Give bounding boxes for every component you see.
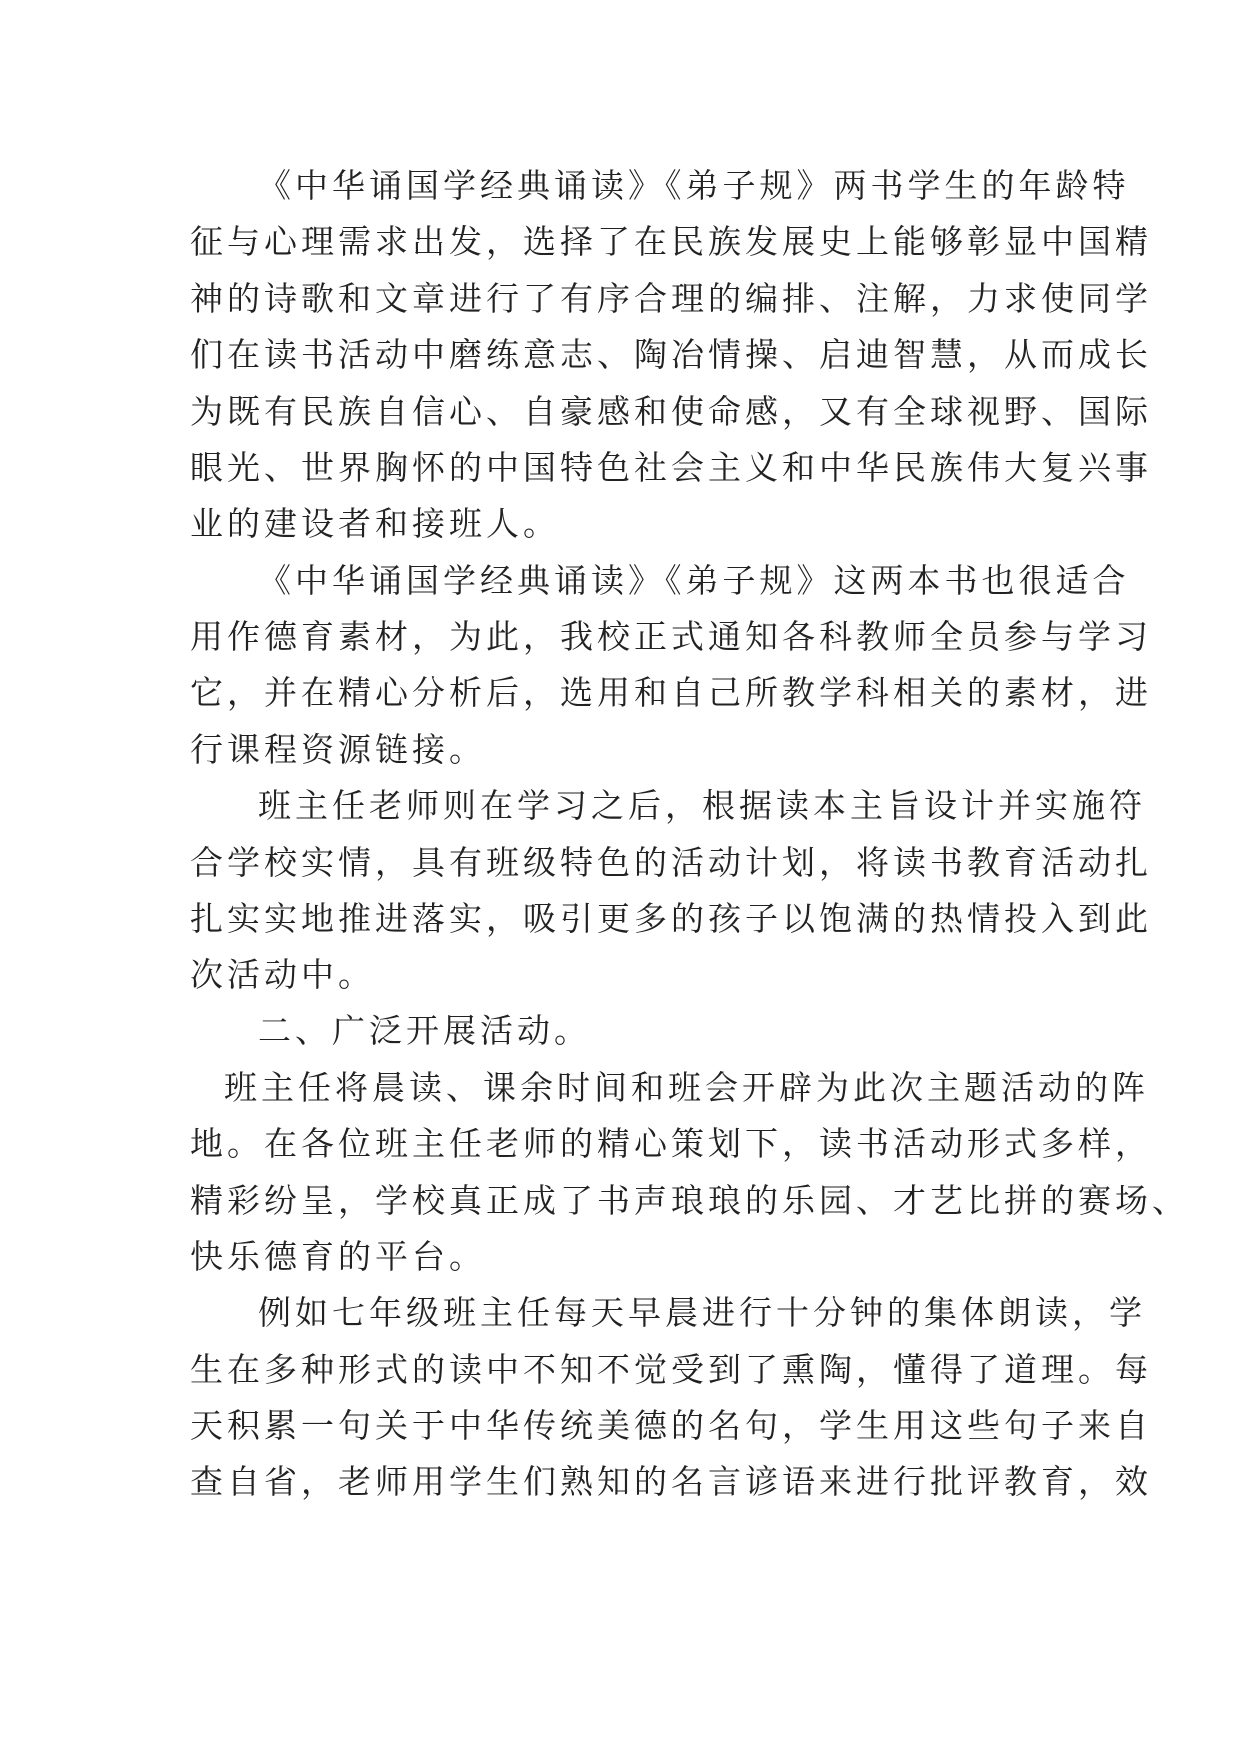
text-line: 业的建设者和接班人。	[190, 504, 560, 543]
text-line: 扎实实地推进落实，吸引更多的孩子以饱满的热情投入到此	[190, 899, 1152, 938]
text-line: 《中华诵国学经典诵读》《弟子规》这两本书也很适合	[258, 561, 1130, 600]
text-line: 《中华诵国学经典诵读》《弟子规》两书学生的年龄特	[258, 166, 1130, 205]
text-line: 它，并在精心分析后，选用和自己所教学科相关的素材，进	[190, 673, 1152, 712]
text-line: 查自省，老师用学生们熟知的名言谚语来进行批评教育，效	[190, 1462, 1152, 1501]
text-line: 行课程资源链接。	[190, 730, 486, 769]
text-line: 眼光、世界胸怀的中国特色社会主义和中华民族伟大复兴事	[190, 448, 1152, 487]
text-line: 天积累一句关于中华传统美德的名句，学生用这些句子来自	[190, 1406, 1152, 1445]
text-line: 快乐德育的平台。	[190, 1237, 486, 1276]
text-line: 们在读书活动中磨练意志、陶冶情操、启迪智慧，从而成长	[190, 335, 1152, 374]
text-line: 班主任老师则在学习之后，根据读本主旨设计并实施符	[258, 786, 1146, 825]
text-line: 合学校实情，具有班级特色的活动计划，将读书教育活动扎	[190, 843, 1152, 882]
text-line: 用作德育素材，为此，我校正式通知各科教师全员参与学习	[190, 617, 1152, 656]
text-line: 班主任将晨读、课余时间和班会开辟为此次主题活动的阵	[224, 1068, 1149, 1107]
text-line: 生在多种形式的读中不知不觉受到了熏陶，懂得了道理。每	[190, 1350, 1152, 1389]
text-line: 精彩纷呈，学校真正成了书声琅琅的乐园、才艺比拼的赛场、	[190, 1181, 1189, 1220]
text-line: 次活动中。	[190, 955, 375, 994]
text-line: 征与心理需求出发，选择了在民族发展史上能够彰显中国精	[190, 222, 1152, 261]
text-line: 例如七年级班主任每天早晨进行十分钟的集体朗读，学	[258, 1293, 1146, 1332]
section-heading: 二、广泛开展活动。	[258, 1011, 591, 1050]
text-line: 为既有民族自信心、自豪感和使命感，又有全球视野、国际	[190, 392, 1152, 431]
text-line: 神的诗歌和文章进行了有序合理的编排、注解，力求使同学	[190, 279, 1152, 318]
text-line: 地。在各位班主任老师的精心策划下，读书活动形式多样，	[190, 1124, 1152, 1163]
